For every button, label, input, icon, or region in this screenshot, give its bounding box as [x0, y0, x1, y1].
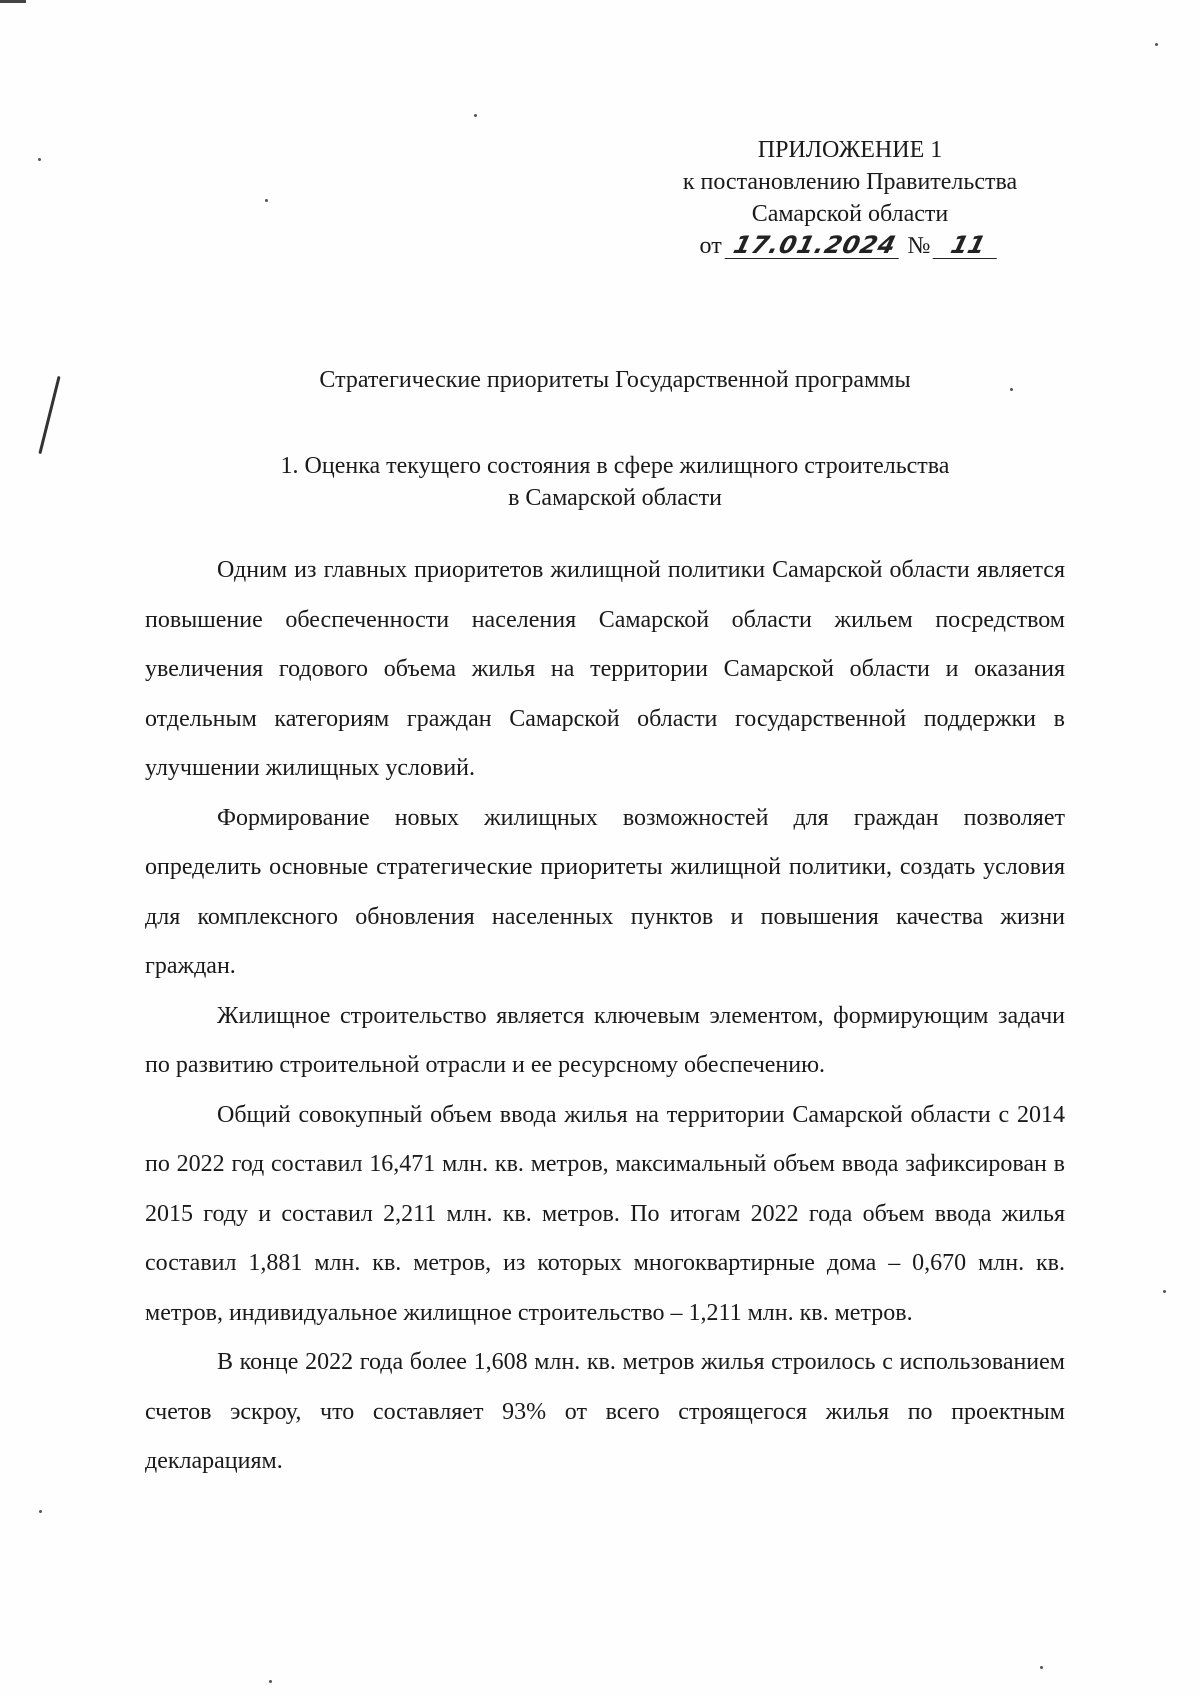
scan-speck [1040, 1666, 1043, 1669]
scan-speck [39, 1510, 42, 1513]
paragraph: Жилищное строительство является ключевым элементом, формирующим задачи по развитию строительной отрасли и ее ресурсному обеспечению. [145, 1002, 1065, 1078]
handwritten-number: 11 [933, 232, 1004, 259]
scan-speck [269, 1680, 272, 1683]
scan-speck [1155, 43, 1158, 46]
handwritten-date: 17.01.2024 [724, 232, 905, 259]
margin-pen-stroke [38, 376, 60, 454]
appendix-date-line [640, 230, 1060, 262]
scan-speck [1010, 388, 1013, 391]
appendix-resolution-line: к постановлению Правительства [682, 169, 1018, 195]
number-label: № [907, 233, 931, 259]
section-heading-line-1: 1. Оценка текущего состояния в сфере жилищного строительства [280, 453, 950, 479]
scan-speck [474, 114, 477, 117]
paragraph: Одним из главных приоритетов жилищной политики Самарской области является повышение обеспеченности населения Самарской области жильем посредством увеличения годового объема жилья на территории Самарской области и оказания отдельным категориям граждан Самарской области государственной поддержки в улучшении жилищных условий. [145, 557, 1065, 781]
scan-artifact [0, 0, 26, 3]
paragraph: Формирование новых жилищных возможностей для граждан позволяет определить основные стратегические приоритеты жилищной политики, создать условия для комплексного обновления населенных пунктов и повышения качества жизни граждан. [145, 804, 1065, 979]
section-heading-line-2: в Самарской области [508, 485, 722, 511]
paragraph: Общий совокупный объем ввода жилья на территории Самарской области с 2014 по 2022 год составил 16,471 млн. кв. метров, максимальный объем ввода зафиксирован в 2015 году и составил 2,211 млн. кв. метров. По итогам 2022 года объем ввода жилья составил 1,881 млн. кв. метров, из которых многоквартирные дома – 0,670 млн. кв. метров, индивидуальное жилищное строительство – 1,211 млн. кв. метров. [145, 1101, 1065, 1326]
body-text [145, 546, 1065, 1487]
appendix-label: ПРИЛОЖЕНИЕ 1 [757, 137, 943, 163]
scan-speck [1163, 1290, 1166, 1293]
scan-speck [265, 199, 268, 202]
section-heading [150, 450, 1080, 514]
appendix-region-line: Самарской области [751, 201, 949, 227]
appendix-header [640, 134, 1060, 262]
scan-speck [38, 158, 41, 161]
paragraph: В конце 2022 года более 1,608 млн. кв. метров жилья строилось с использованием счетов эскроу, что составляет 93% от всего строящегося жилья по проектным декларациям. [145, 1349, 1065, 1474]
document-title: Стратегические приоритеты Государственной программы [319, 367, 911, 393]
date-prefix: от [699, 233, 722, 259]
